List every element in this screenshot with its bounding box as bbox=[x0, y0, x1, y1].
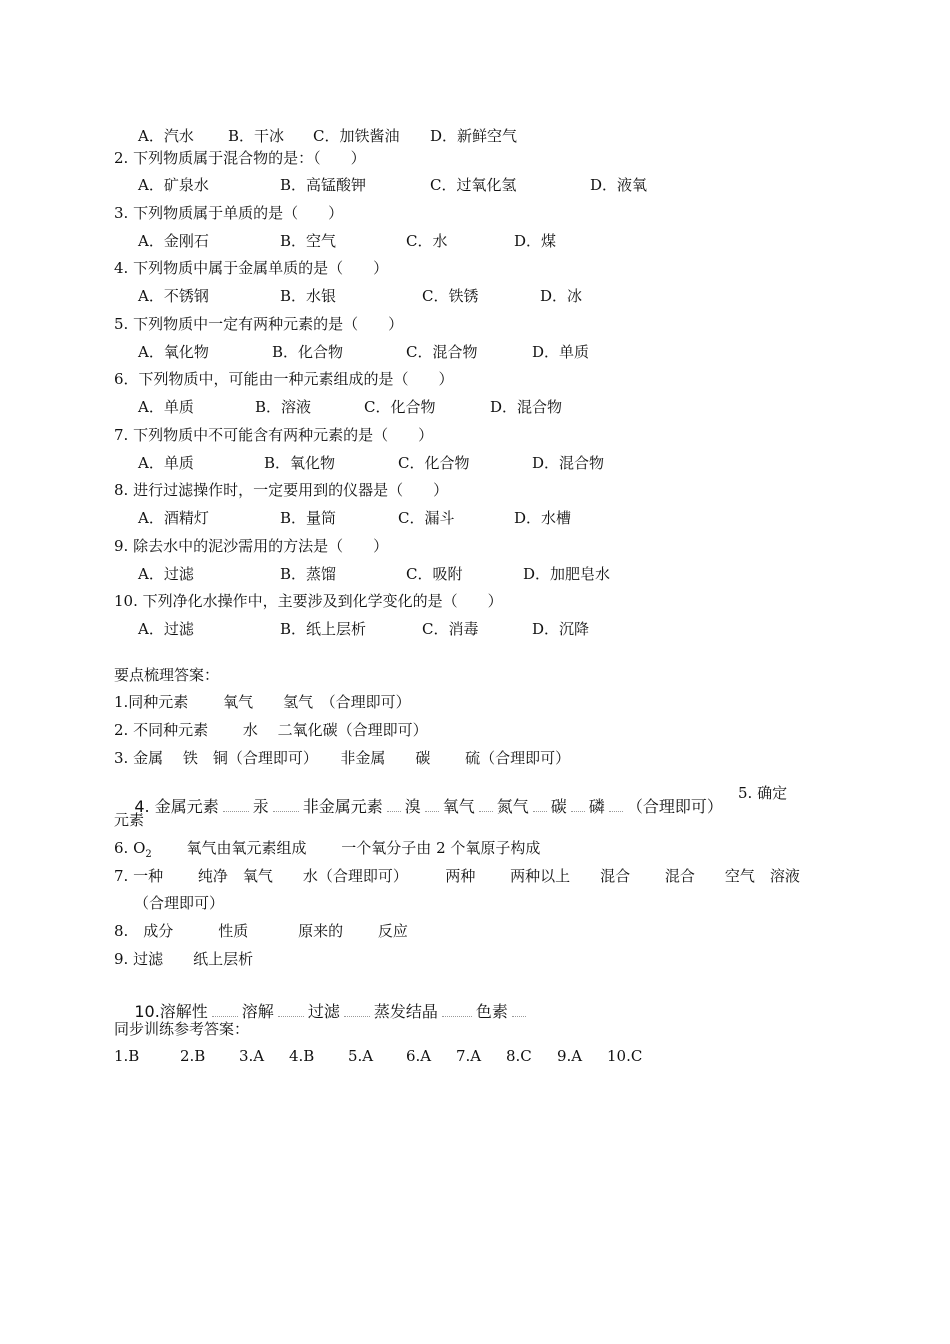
answer-10-item: 色素 bbox=[475, 1002, 508, 1021]
answer-8: 8. 成分 性质 原来的 反应 bbox=[114, 922, 408, 940]
sync-answer: 2.B bbox=[180, 1047, 206, 1065]
q1-option-c: C．加铁酱油 bbox=[313, 127, 400, 145]
q2-option-c: C．过氧化氢 bbox=[430, 176, 517, 194]
q7-stem: 7. 下列物质中不可能含有两种元素的是（ ） bbox=[114, 426, 434, 444]
q5-option-c: C．混合物 bbox=[406, 343, 478, 361]
q8-option-c: C．漏斗 bbox=[398, 509, 455, 527]
q6-stem: 6．下列物质中，可能由一种元素组成的是（ ） bbox=[114, 370, 454, 388]
q3-option-d: D．煤 bbox=[514, 232, 557, 250]
answer-4-item: 氧气 bbox=[442, 797, 475, 816]
q2-option-b: B．高锰酸钾 bbox=[280, 176, 367, 194]
q8-option-a: A．酒精灯 bbox=[138, 509, 209, 527]
q5-stem: 5. 下列物质中一定有两种元素的是（ ） bbox=[114, 315, 404, 333]
q3-stem: 3. 下列物质属于单质的是（ ） bbox=[114, 204, 344, 222]
answer-1: 1.同种元素 氧气 氢气 （合理即可） bbox=[114, 693, 411, 711]
q2-option-d: D．液氧 bbox=[590, 176, 648, 194]
q2-stem: 2. 下列物质属于混合物的是：（ ） bbox=[114, 149, 366, 167]
answer-4-item: 非金属元素 bbox=[302, 797, 383, 816]
sync-answer: 10.C bbox=[607, 1047, 643, 1065]
q10-option-b: B．纸上层析 bbox=[280, 620, 367, 638]
answer-7: 7. 一种 纯净 氧气 水（合理即可） 两种 两种以上 混合 混合 空气 溶液 bbox=[114, 867, 800, 885]
answer-7-continuation: （合理即可） bbox=[134, 894, 225, 912]
q7-option-c: C．化合物 bbox=[398, 454, 470, 472]
q5-option-a: A．氧化物 bbox=[138, 343, 209, 361]
q9-option-d: D．加肥皂水 bbox=[523, 565, 611, 583]
q8-option-d: D．水槽 bbox=[514, 509, 572, 527]
q6-option-a: A．单质 bbox=[138, 398, 194, 416]
q7-option-d: D．混合物 bbox=[532, 454, 605, 472]
sync-answer: 5.A bbox=[348, 1047, 374, 1065]
sync-answer: 9.A bbox=[557, 1047, 583, 1065]
q4-option-d: D．冰 bbox=[540, 287, 583, 305]
q7-option-a: A．单质 bbox=[138, 454, 194, 472]
q8-stem: 8. 进行过滤操作时，一定要用到的仪器是（ ） bbox=[114, 481, 449, 499]
q10-option-c: C．消毒 bbox=[422, 620, 479, 638]
q9-stem: 9. 除去水中的泥沙需用的方法是（ ） bbox=[114, 537, 389, 555]
answer-4 bbox=[114, 777, 723, 837]
q9-option-a: A．过滤 bbox=[138, 565, 194, 583]
answer-10-item: 过滤 bbox=[307, 1002, 340, 1021]
answer-6-subscript: 2 bbox=[145, 849, 152, 860]
answer-2: 2. 不同种元素 水 二氧化碳（合理即可） bbox=[114, 721, 428, 739]
q1-option-a: A．汽水 bbox=[138, 127, 194, 145]
q2-option-a: A．矿泉水 bbox=[138, 176, 209, 194]
sync-answer: 6.A bbox=[406, 1047, 432, 1065]
q10-option-d: D．沉降 bbox=[532, 620, 590, 638]
sync-answer: 7.A bbox=[456, 1047, 482, 1065]
q6-option-b: B．溶液 bbox=[255, 398, 312, 416]
sync-answer: 8.C bbox=[506, 1047, 532, 1065]
answer-3: 3. 金属 铁 铜（合理即可） 非金属 碳 硫（合理即可） bbox=[114, 749, 571, 767]
q6-option-d: D．混合物 bbox=[490, 398, 563, 416]
q10-option-a: A．过滤 bbox=[138, 620, 194, 638]
answer-4-item: 汞 bbox=[252, 797, 269, 816]
q6-option-c: C．化合物 bbox=[364, 398, 436, 416]
sync-heading: 同步训练参考答案： bbox=[114, 1020, 250, 1038]
answer-6-prefix: 6. O bbox=[114, 839, 146, 857]
q9-option-b: B．蒸馏 bbox=[280, 565, 337, 583]
q8-option-b: B．量筒 bbox=[280, 509, 337, 527]
sync-answer: 3.A bbox=[239, 1047, 265, 1065]
q3-option-c: C．水 bbox=[406, 232, 448, 250]
answer-4-item: 碳 bbox=[550, 797, 567, 816]
answer-6 bbox=[114, 838, 540, 865]
answers-heading: 要点梳理答案： bbox=[114, 666, 220, 684]
q5-option-d: D．单质 bbox=[532, 343, 590, 361]
answer-4-item: 氮气 bbox=[496, 797, 529, 816]
q9-option-c: C．吸附 bbox=[406, 565, 463, 583]
q10-stem: 10. 下列净化水操作中，主要涉及到化学变化的是（ ） bbox=[114, 592, 503, 610]
q3-option-b: B．空气 bbox=[280, 232, 337, 250]
answer-4-item: （合理即可） bbox=[626, 797, 723, 816]
answer-6-rest: 氧气由氧元素组成 一个氧分子由 2 个氧原子构成 bbox=[151, 839, 541, 857]
q1-option-d: D．新鲜空气 bbox=[430, 127, 518, 145]
answer-4-item: 磷 bbox=[588, 797, 605, 816]
answer-10-item: 溶解 bbox=[241, 1002, 274, 1021]
q4-option-b: B．水银 bbox=[280, 287, 337, 305]
answer-9: 9. 过滤 纸上层析 bbox=[114, 950, 254, 968]
sync-answer: 1.B bbox=[114, 1047, 140, 1065]
q4-stem: 4. 下列物质中属于金属单质的是（ ） bbox=[114, 259, 389, 277]
answer-5-end: 元素 bbox=[114, 811, 145, 829]
q4-option-a: A．不锈钢 bbox=[138, 287, 209, 305]
answer-4-item: 溴 bbox=[404, 797, 421, 816]
answer-10-item: 10.溶解性 bbox=[134, 1002, 208, 1021]
sync-answer: 4.B bbox=[289, 1047, 315, 1065]
answer-10-item: 蒸发结晶 bbox=[373, 1002, 438, 1021]
q3-option-a: A．金刚石 bbox=[138, 232, 209, 250]
q7-option-b: B．氧化物 bbox=[264, 454, 336, 472]
answer-5-start: 5. 确定 bbox=[738, 784, 788, 802]
q5-option-b: B．化合物 bbox=[272, 343, 344, 361]
answer-4-item: 4. 金属元素 bbox=[134, 797, 219, 816]
q4-option-c: C．铁锈 bbox=[422, 287, 479, 305]
q1-option-b: B．干冰 bbox=[228, 127, 285, 145]
